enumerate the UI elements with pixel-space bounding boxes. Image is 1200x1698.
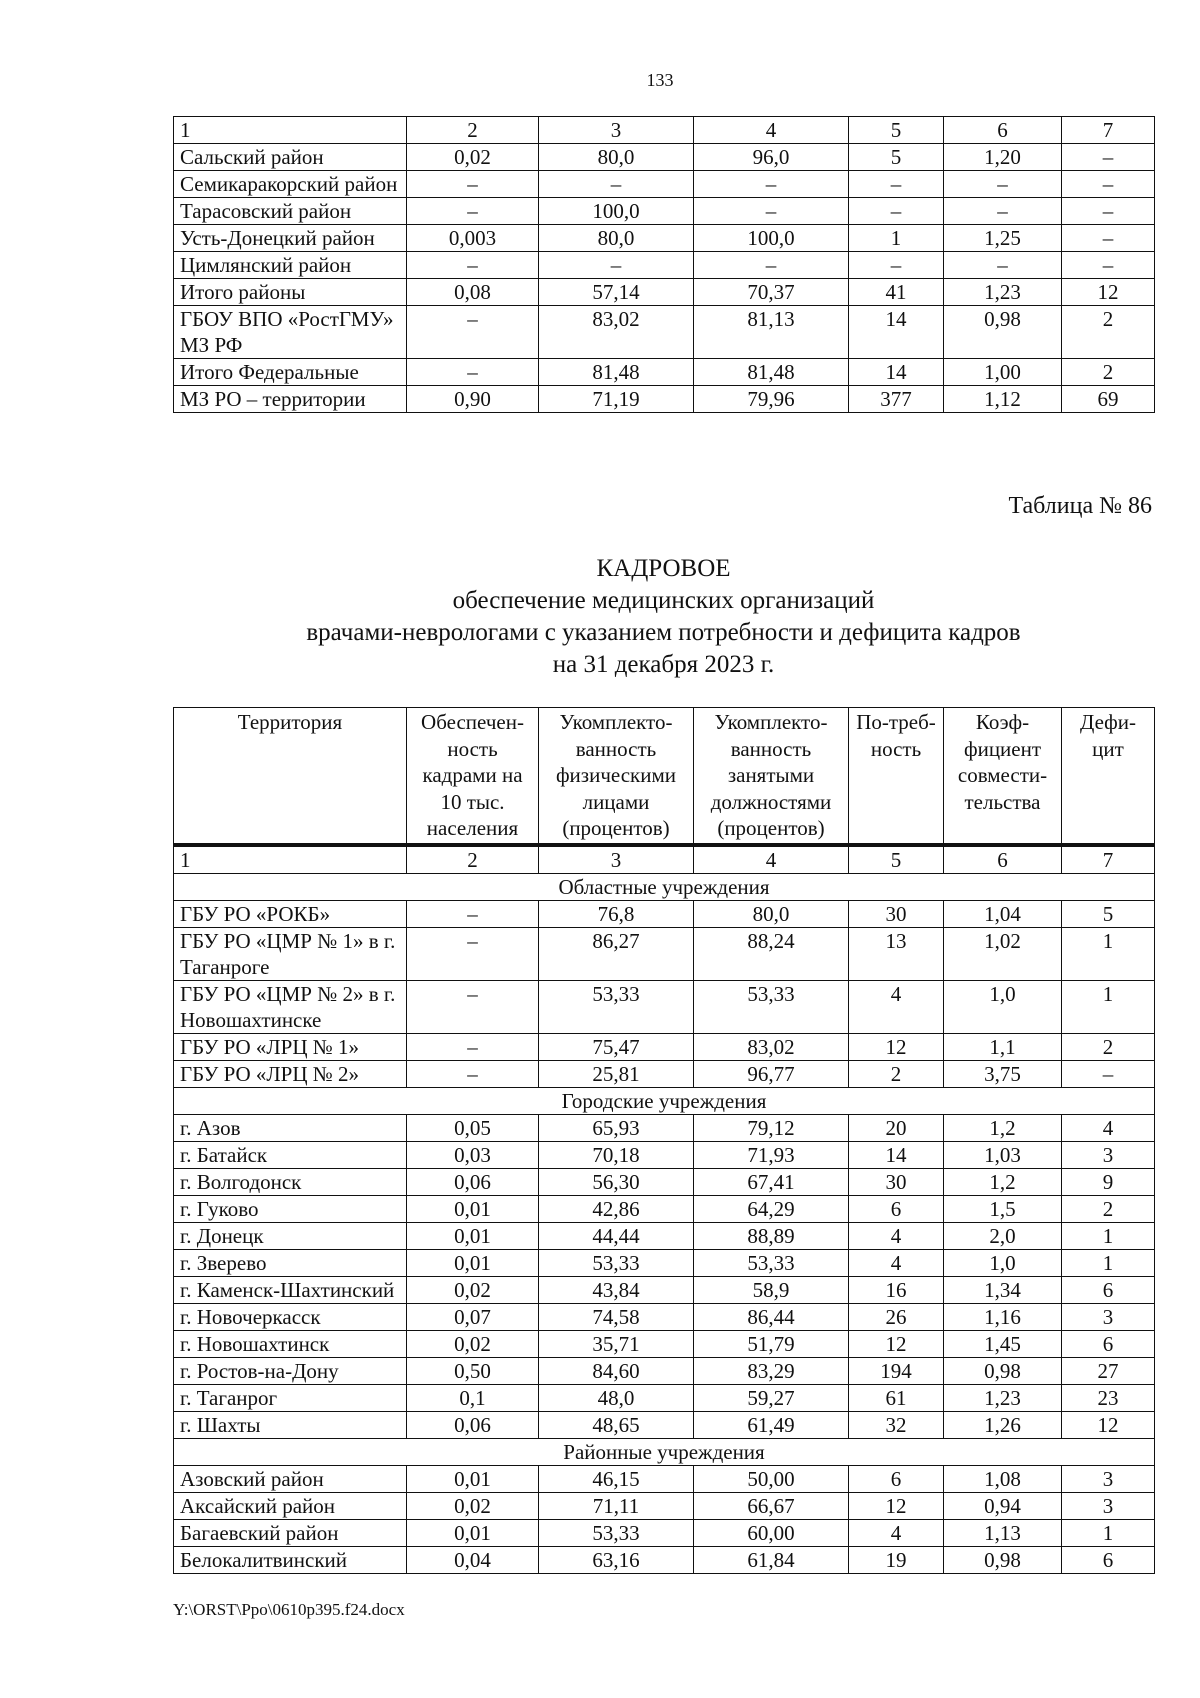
value-cell: 27: [1062, 1357, 1155, 1384]
value-cell: 79,96: [694, 386, 849, 413]
value-cell: 377: [849, 386, 944, 413]
table-row: [174, 1195, 1155, 1222]
table-row: [174, 1060, 1155, 1087]
territory-cell: г. Волгодонск: [174, 1168, 407, 1195]
value-cell: 65,93: [539, 1114, 694, 1141]
value-cell: –: [1062, 144, 1155, 171]
value-cell: 1: [1062, 927, 1155, 980]
value-cell: –: [407, 359, 539, 386]
value-cell: 0,05: [407, 1114, 539, 1141]
value-cell: 83,02: [694, 1033, 849, 1060]
territory-cell: Сальский район: [174, 144, 407, 171]
value-cell: 46,15: [539, 1465, 694, 1492]
value-cell: 0,01: [407, 1519, 539, 1546]
table-row: [174, 171, 1155, 198]
value-cell: 53,33: [539, 980, 694, 1033]
value-cell: 0,02: [407, 1492, 539, 1519]
value-cell: 84,60: [539, 1357, 694, 1384]
value-cell: 0,1: [407, 1384, 539, 1411]
value-cell: 20: [849, 1114, 944, 1141]
value-cell: 4: [849, 1249, 944, 1276]
value-cell: 48,65: [539, 1411, 694, 1438]
value-cell: 1,26: [944, 1411, 1062, 1438]
value-cell: 0,01: [407, 1222, 539, 1249]
value-cell: 4: [849, 1519, 944, 1546]
value-cell: 4: [694, 117, 849, 144]
value-cell: 67,41: [694, 1168, 849, 1195]
value-cell: –: [1062, 252, 1155, 279]
value-cell: 14: [849, 359, 944, 386]
value-cell: 53,33: [539, 1249, 694, 1276]
value-cell: 1,2: [944, 1114, 1062, 1141]
value-cell: 80,0: [539, 225, 694, 252]
value-cell: 6: [944, 117, 1062, 144]
value-cell: 1,00: [944, 359, 1062, 386]
value-cell: 61,84: [694, 1546, 849, 1573]
territory-cell: ГБОУ ВПО «РостГМУ» МЗ РФ: [174, 306, 407, 359]
value-cell: 1,1: [944, 1033, 1062, 1060]
table-row: [174, 1330, 1155, 1357]
value-cell: 0,07: [407, 1303, 539, 1330]
section-row: [174, 1438, 1155, 1465]
value-cell: 88,89: [694, 1222, 849, 1249]
value-cell: 3,75: [944, 1060, 1062, 1087]
value-cell: 1,08: [944, 1465, 1062, 1492]
territory-cell: г. Таганрог: [174, 1384, 407, 1411]
value-cell: 75,47: [539, 1033, 694, 1060]
value-cell: 100,0: [539, 198, 694, 225]
value-cell: –: [694, 252, 849, 279]
value-cell: 0,01: [407, 1465, 539, 1492]
value-cell: 1: [1062, 980, 1155, 1033]
territory-cell: Белокалитвинский: [174, 1546, 407, 1573]
continued-table: [173, 116, 1155, 413]
value-cell: 12: [849, 1492, 944, 1519]
territory-cell: 1: [174, 117, 407, 144]
column-number-row: [174, 117, 1155, 144]
value-cell: –: [944, 198, 1062, 225]
table-row: [174, 1465, 1155, 1492]
value-cell: 100,0: [694, 225, 849, 252]
value-cell: 25,81: [539, 1060, 694, 1087]
value-cell: 6: [1062, 1276, 1155, 1303]
value-cell: 1,02: [944, 927, 1062, 980]
header-coefficient: Коэф-фициент совмести-тельства: [944, 708, 1062, 845]
value-cell: 5: [1062, 900, 1155, 927]
value-cell: 1,23: [944, 279, 1062, 306]
value-cell: 56,30: [539, 1168, 694, 1195]
value-cell: 1,16: [944, 1303, 1062, 1330]
value-cell: 32: [849, 1411, 944, 1438]
value-cell: –: [1062, 171, 1155, 198]
value-cell: 70,18: [539, 1141, 694, 1168]
value-cell: 6: [1062, 1546, 1155, 1573]
table-row: [174, 1357, 1155, 1384]
table-row: [174, 225, 1155, 252]
value-cell: –: [539, 171, 694, 198]
value-cell: 3: [1062, 1303, 1155, 1330]
table-row: [174, 1222, 1155, 1249]
value-cell: 2: [1062, 359, 1155, 386]
value-cell: 0,01: [407, 1195, 539, 1222]
header-row: [174, 708, 1155, 845]
table-row: [174, 1276, 1155, 1303]
column-number-row: [174, 845, 1155, 874]
value-cell: 88,24: [694, 927, 849, 980]
value-cell: 0,94: [944, 1492, 1062, 1519]
value-cell: 2: [407, 845, 539, 874]
territory-cell: ГБУ РО «РОКБ»: [174, 900, 407, 927]
value-cell: –: [407, 900, 539, 927]
territory-cell: Азовский район: [174, 1465, 407, 1492]
value-cell: 70,37: [694, 279, 849, 306]
territory-cell: Итого районы: [174, 279, 407, 306]
header-need: По-треб-ность: [849, 708, 944, 845]
value-cell: 0,04: [407, 1546, 539, 1573]
value-cell: 12: [1062, 279, 1155, 306]
territory-cell: г. Донецк: [174, 1222, 407, 1249]
value-cell: –: [944, 171, 1062, 198]
section-row: [174, 873, 1155, 900]
value-cell: 71,11: [539, 1492, 694, 1519]
value-cell: 83,02: [539, 306, 694, 359]
table-row: [174, 927, 1155, 980]
value-cell: 61: [849, 1384, 944, 1411]
value-cell: 80,0: [539, 144, 694, 171]
table-row: [174, 900, 1155, 927]
table-row: [174, 980, 1155, 1033]
value-cell: 0,01: [407, 1249, 539, 1276]
value-cell: 1,0: [944, 980, 1062, 1033]
value-cell: 64,29: [694, 1195, 849, 1222]
table-row: [174, 1411, 1155, 1438]
territory-cell: Итого Федеральные: [174, 359, 407, 386]
table-row: [174, 1546, 1155, 1573]
value-cell: 2: [1062, 306, 1155, 359]
value-cell: 2: [1062, 1033, 1155, 1060]
territory-cell: г. Зверево: [174, 1249, 407, 1276]
territory-cell: Семикаракорский район: [174, 171, 407, 198]
table-row: [174, 279, 1155, 306]
value-cell: 1,20: [944, 144, 1062, 171]
value-cell: 1,12: [944, 386, 1062, 413]
header-staffing-physical: Укомплекто-ванность физическими лицами (процентов): [539, 708, 694, 845]
value-cell: 2: [407, 117, 539, 144]
value-cell: 1: [1062, 1519, 1155, 1546]
value-cell: 1,45: [944, 1330, 1062, 1357]
value-cell: 26: [849, 1303, 944, 1330]
main-table-body: [174, 845, 1155, 1574]
value-cell: 13: [849, 927, 944, 980]
value-cell: 81,48: [694, 359, 849, 386]
value-cell: 2: [849, 1060, 944, 1087]
territory-cell: Багаевский район: [174, 1519, 407, 1546]
value-cell: 3: [1062, 1465, 1155, 1492]
territory-cell: ГБУ РО «ЦМР № 2» в г. Новошахтинске: [174, 980, 407, 1033]
value-cell: –: [849, 252, 944, 279]
table-row: [174, 386, 1155, 413]
section-row: [174, 1087, 1155, 1114]
territory-cell: г. Азов: [174, 1114, 407, 1141]
value-cell: 53,33: [694, 980, 849, 1033]
value-cell: 12: [849, 1033, 944, 1060]
value-cell: 0,98: [944, 306, 1062, 359]
value-cell: 1,0: [944, 1249, 1062, 1276]
page-number: 133: [646, 70, 674, 90]
value-cell: 6: [944, 845, 1062, 874]
value-cell: 1,34: [944, 1276, 1062, 1303]
value-cell: 58,9: [694, 1276, 849, 1303]
value-cell: 14: [849, 306, 944, 359]
territory-cell: Аксайский район: [174, 1492, 407, 1519]
value-cell: 81,13: [694, 306, 849, 359]
value-cell: 35,71: [539, 1330, 694, 1357]
value-cell: 6: [849, 1465, 944, 1492]
value-cell: 4: [849, 1222, 944, 1249]
footer-file-path: Y:\ORST\Ppo\0610p395.f24.docx: [173, 1600, 405, 1619]
territory-cell: ГБУ РО «ЛРЦ № 2»: [174, 1060, 407, 1087]
value-cell: 71,19: [539, 386, 694, 413]
value-cell: –: [539, 252, 694, 279]
value-cell: 43,84: [539, 1276, 694, 1303]
value-cell: 14: [849, 1141, 944, 1168]
value-cell: –: [1062, 225, 1155, 252]
value-cell: –: [407, 1033, 539, 1060]
table-row: [174, 252, 1155, 279]
table-row: [174, 1303, 1155, 1330]
value-cell: 0,98: [944, 1357, 1062, 1384]
value-cell: 12: [1062, 1411, 1155, 1438]
value-cell: –: [407, 927, 539, 980]
header-staffing-positions: Укомплекто-ванность занятыми должностями (процентов): [694, 708, 849, 845]
table-title: [173, 553, 1154, 681]
value-cell: 1: [1062, 1222, 1155, 1249]
table-row: [174, 1168, 1155, 1195]
territory-cell: г. Шахты: [174, 1411, 407, 1438]
value-cell: –: [694, 171, 849, 198]
value-cell: 16: [849, 1276, 944, 1303]
value-cell: 3: [1062, 1492, 1155, 1519]
value-cell: 1,25: [944, 225, 1062, 252]
value-cell: 30: [849, 900, 944, 927]
value-cell: 86,44: [694, 1303, 849, 1330]
value-cell: 44,44: [539, 1222, 694, 1249]
value-cell: 194: [849, 1357, 944, 1384]
value-cell: 0,03: [407, 1141, 539, 1168]
value-cell: 50,00: [694, 1465, 849, 1492]
value-cell: 1,23: [944, 1384, 1062, 1411]
territory-cell: г. Гуково: [174, 1195, 407, 1222]
value-cell: 1: [849, 225, 944, 252]
value-cell: 61,49: [694, 1411, 849, 1438]
value-cell: 0,98: [944, 1546, 1062, 1573]
value-cell: –: [1062, 198, 1155, 225]
territory-cell: г. Каменск-Шахтинский: [174, 1276, 407, 1303]
value-cell: 1,5: [944, 1195, 1062, 1222]
territory-cell: Цимлянский район: [174, 252, 407, 279]
continued-table-body: [174, 117, 1155, 413]
value-cell: 96,0: [694, 144, 849, 171]
value-cell: 1,13: [944, 1519, 1062, 1546]
value-cell: 5: [849, 117, 944, 144]
value-cell: 0,90: [407, 386, 539, 413]
value-cell: 30: [849, 1168, 944, 1195]
value-cell: –: [694, 198, 849, 225]
value-cell: 5: [849, 144, 944, 171]
value-cell: 3: [1062, 1141, 1155, 1168]
value-cell: –: [849, 198, 944, 225]
territory-cell: 1: [174, 845, 407, 874]
table-row: [174, 1141, 1155, 1168]
value-cell: 74,58: [539, 1303, 694, 1330]
value-cell: –: [944, 252, 1062, 279]
value-cell: –: [407, 980, 539, 1033]
value-cell: –: [407, 1060, 539, 1087]
value-cell: 4: [1062, 1114, 1155, 1141]
value-cell: 19: [849, 1546, 944, 1573]
value-cell: 0,50: [407, 1357, 539, 1384]
table-row: [174, 198, 1155, 225]
title-line-4: на 31 декабря 2023 г.: [552, 651, 775, 678]
section-heading: Областные учреждения: [174, 873, 1155, 900]
value-cell: 59,27: [694, 1384, 849, 1411]
value-cell: 60,00: [694, 1519, 849, 1546]
value-cell: 7: [1062, 117, 1155, 144]
value-cell: 6: [1062, 1330, 1155, 1357]
section-heading: Городские учреждения: [174, 1087, 1155, 1114]
value-cell: 1,04: [944, 900, 1062, 927]
value-cell: 41: [849, 279, 944, 306]
territory-cell: МЗ РО – территории: [174, 386, 407, 413]
value-cell: –: [407, 306, 539, 359]
value-cell: 2: [1062, 1195, 1155, 1222]
header-territory: Территория: [174, 708, 407, 845]
value-cell: 0,02: [407, 144, 539, 171]
value-cell: 42,86: [539, 1195, 694, 1222]
value-cell: 96,77: [694, 1060, 849, 1087]
value-cell: –: [407, 252, 539, 279]
value-cell: 51,79: [694, 1330, 849, 1357]
value-cell: 9: [1062, 1168, 1155, 1195]
table-row: [174, 1033, 1155, 1060]
value-cell: 1,2: [944, 1168, 1062, 1195]
value-cell: 6: [849, 1195, 944, 1222]
value-cell: 7: [1062, 845, 1155, 874]
title-line-1: КАДРОВОЕ: [596, 555, 731, 582]
table-row: [174, 144, 1155, 171]
value-cell: 66,67: [694, 1492, 849, 1519]
territory-cell: г. Новошахтинск: [174, 1330, 407, 1357]
value-cell: 83,29: [694, 1357, 849, 1384]
value-cell: 69: [1062, 386, 1155, 413]
table-row: [174, 306, 1155, 359]
value-cell: 81,48: [539, 359, 694, 386]
table-label: Таблица № 86: [1008, 493, 1152, 519]
value-cell: 5: [849, 845, 944, 874]
value-cell: 3: [539, 117, 694, 144]
value-cell: 0,003: [407, 225, 539, 252]
value-cell: 86,27: [539, 927, 694, 980]
value-cell: 3: [539, 845, 694, 874]
territory-cell: ГБУ РО «ЦМР № 1» в г. Таганроге: [174, 927, 407, 980]
value-cell: 76,8: [539, 900, 694, 927]
territory-cell: г. Ростов-на-Дону: [174, 1357, 407, 1384]
value-cell: –: [1062, 1060, 1155, 1087]
table-row: [174, 1519, 1155, 1546]
header-provision: Обеспечен-ность кадрами на 10 тыс. населения: [407, 708, 539, 845]
value-cell: 4: [694, 845, 849, 874]
value-cell: 53,33: [694, 1249, 849, 1276]
value-cell: 63,16: [539, 1546, 694, 1573]
value-cell: 71,93: [694, 1141, 849, 1168]
value-cell: 1,03: [944, 1141, 1062, 1168]
table-row: [174, 1492, 1155, 1519]
value-cell: 80,0: [694, 900, 849, 927]
value-cell: 0,02: [407, 1330, 539, 1357]
value-cell: –: [407, 171, 539, 198]
table-row: [174, 359, 1155, 386]
value-cell: 2,0: [944, 1222, 1062, 1249]
value-cell: 0,08: [407, 279, 539, 306]
territory-cell: Тарасовский район: [174, 198, 407, 225]
title-line-3: врачами-неврологами с указанием потребности и дефицита кадров: [306, 619, 1021, 646]
title-line-2: обеспечение медицинских организаций: [452, 587, 875, 614]
value-cell: 12: [849, 1330, 944, 1357]
table-row: [174, 1249, 1155, 1276]
value-cell: 0,06: [407, 1168, 539, 1195]
value-cell: –: [849, 171, 944, 198]
neurologists-staffing-table: [173, 707, 1155, 1574]
value-cell: –: [407, 198, 539, 225]
value-cell: 4: [849, 980, 944, 1033]
territory-cell: г. Новочеркасск: [174, 1303, 407, 1330]
value-cell: 0,02: [407, 1276, 539, 1303]
territory-cell: г. Батайск: [174, 1141, 407, 1168]
territory-cell: Усть-Донецкий район: [174, 225, 407, 252]
value-cell: 48,0: [539, 1384, 694, 1411]
section-heading: Районные учреждения: [174, 1438, 1155, 1465]
value-cell: 0,06: [407, 1411, 539, 1438]
territory-cell: ГБУ РО «ЛРЦ № 1»: [174, 1033, 407, 1060]
value-cell: 79,12: [694, 1114, 849, 1141]
value-cell: 57,14: [539, 279, 694, 306]
header-deficit: Дефи-цит: [1062, 708, 1155, 845]
table-row: [174, 1384, 1155, 1411]
table-row: [174, 1114, 1155, 1141]
value-cell: 53,33: [539, 1519, 694, 1546]
value-cell: 23: [1062, 1384, 1155, 1411]
value-cell: 1: [1062, 1249, 1155, 1276]
